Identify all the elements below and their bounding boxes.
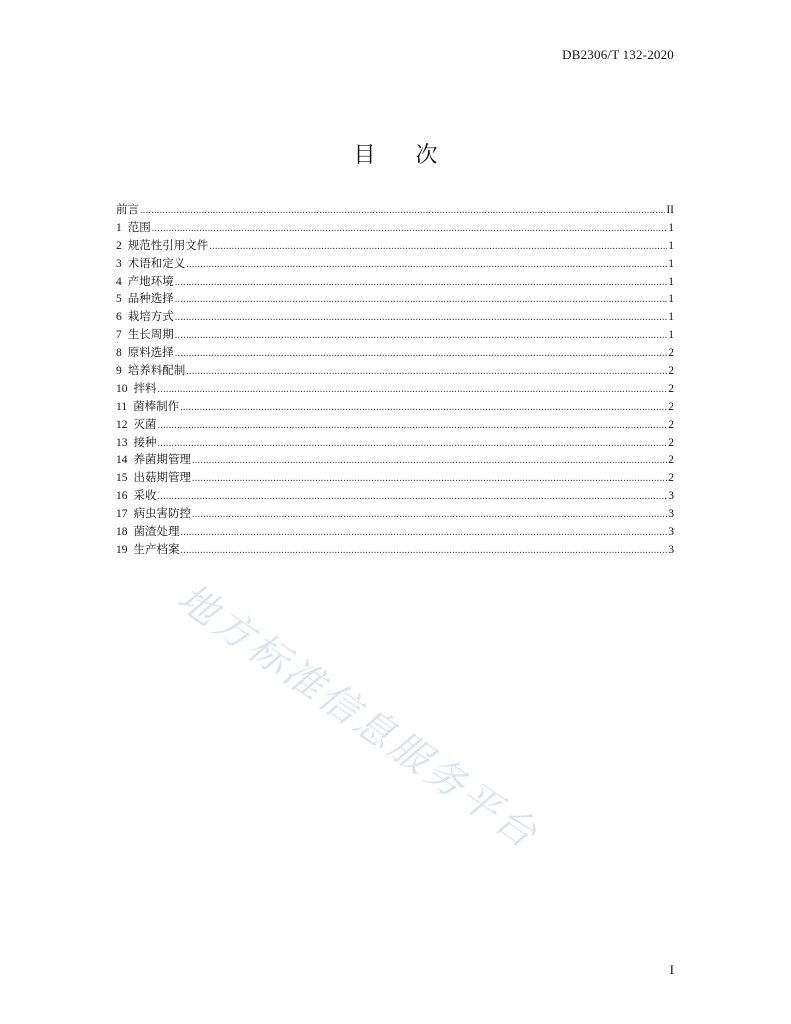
toc-entry-number: 11 (116, 400, 128, 413)
toc-entry-number: 8 (116, 347, 122, 360)
toc-entry-page: 1 (668, 257, 674, 270)
toc-entry-label (116, 380, 157, 399)
toc-entry-page: 2 (668, 418, 674, 431)
toc-dot-leader (209, 238, 667, 256)
toc-entry-label (116, 505, 191, 524)
toc-dot-leader (175, 309, 668, 327)
toc-entry-12[interactable] (116, 416, 674, 434)
toc-entry-title: 范围 (127, 219, 151, 234)
toc-entry-18[interactable] (116, 523, 674, 541)
toc-entry-13[interactable] (116, 434, 674, 452)
toc-entry-number: 12 (116, 418, 128, 431)
toc-entry-number: 7 (116, 329, 122, 342)
toc-entry-label (116, 326, 174, 345)
toc-entry-number: 5 (116, 293, 122, 306)
toc-entry-10[interactable] (116, 380, 674, 398)
toc-entry-title: 前言 (116, 202, 139, 216)
toc-list (116, 201, 674, 559)
toc-entry-6[interactable] (116, 308, 674, 326)
toc-entry-page: 1 (668, 293, 674, 306)
toc-entry-page: 1 (668, 311, 674, 324)
toc-entry-title: 养菌期管理 (133, 452, 191, 467)
toc-entry-label (116, 398, 179, 417)
toc-entry-9[interactable] (116, 362, 674, 380)
toc-entry-page: 1 (668, 275, 674, 288)
toc-entry-4[interactable] (116, 273, 674, 291)
toc-entry-5[interactable] (116, 290, 674, 308)
toc-dot-leader (158, 488, 668, 506)
toc-entry-page: 1 (668, 239, 674, 252)
toc-entry-title: 产地环境 (127, 273, 174, 288)
toc-entry-17[interactable] (116, 505, 674, 523)
toc-dot-leader (192, 506, 667, 524)
toc-entry-page: 2 (668, 365, 674, 378)
toc-entry-8[interactable] (116, 344, 674, 362)
toc-entry-title: 拌料 (133, 380, 157, 395)
toc-entry-label (116, 219, 151, 238)
toc-entry-title: 原料选择 (127, 345, 174, 360)
toc-entry-page: 2 (668, 472, 674, 485)
toc-entry-title: 采收 (133, 488, 157, 503)
toc-dot-leader (180, 399, 667, 417)
toc-entry-page: 2 (668, 347, 674, 360)
toc-dot-leader (175, 291, 668, 309)
toc-entry-number: 9 (116, 365, 122, 378)
toc-entry-label (116, 469, 191, 488)
toc-entry-19[interactable] (116, 541, 674, 559)
toc-dot-leader (175, 327, 668, 345)
toc-title-right: 次 (415, 143, 438, 168)
toc-entry-label (116, 523, 180, 542)
toc-entry-title: 术语和定义 (127, 255, 186, 270)
toc-entry-page: 3 (668, 490, 674, 503)
toc-entry-15[interactable] (116, 469, 674, 487)
toc-entry-number: 17 (116, 508, 128, 521)
toc-entry-page: 1 (668, 329, 674, 342)
toc-entry-label (116, 290, 174, 309)
toc-entry-page: 2 (668, 454, 674, 467)
toc-dot-leader (181, 524, 668, 542)
toc-entry-label (116, 344, 174, 363)
document-code: DB2306/T 132-2020 (562, 47, 674, 62)
toc-dot-leader (158, 381, 668, 399)
toc-entry-number: 19 (116, 543, 128, 556)
toc-entry-label (116, 416, 157, 435)
toc-entry-page: II (666, 204, 674, 216)
toc-entry-label (116, 487, 157, 506)
toc-entry-label (116, 237, 208, 256)
toc-entry-title: 生长周期 (127, 327, 174, 342)
toc-entry-label (116, 273, 174, 292)
toc-entry-page: 2 (668, 400, 674, 413)
toc-entry-label (116, 434, 157, 453)
toc-entry-title: 生产档案 (133, 541, 180, 556)
toc-dot-leader (158, 417, 668, 435)
toc-entry-label (116, 451, 191, 470)
toc-entry-7[interactable] (116, 326, 674, 344)
toc-entry-page: 2 (668, 436, 674, 449)
toc-entry-page: 1 (668, 221, 674, 234)
toc-dot-leader (152, 220, 668, 238)
toc-dot-leader (186, 363, 667, 381)
toc-dot-leader (175, 345, 668, 363)
toc-entry-3[interactable] (116, 255, 674, 273)
toc-entry-title: 接种 (133, 434, 157, 449)
toc-dot-leader (175, 274, 668, 292)
toc-dot-leader (186, 256, 667, 274)
watermark: 地方标准信息服务平台 (169, 575, 548, 859)
toc-entry-14[interactable] (116, 451, 674, 469)
toc-entry-label (116, 362, 185, 381)
toc-entry-title: 菌渣处理 (133, 524, 180, 539)
toc-entry-16[interactable] (116, 487, 674, 505)
toc-entry-number: 13 (116, 436, 128, 449)
toc-title-left: 目 (353, 143, 376, 168)
toc-entry-title: 灭菌 (133, 416, 157, 431)
toc-entry-title: 病虫害防控 (133, 506, 191, 521)
toc-entry-number: 1 (116, 221, 122, 234)
toc-dot-leader (158, 435, 668, 453)
toc-entry-label (116, 308, 174, 327)
toc-entry-number: 15 (116, 472, 128, 485)
toc-entry-page: 3 (668, 526, 674, 539)
toc-entry-11[interactable] (116, 398, 674, 416)
toc-dot-leader (192, 470, 667, 488)
toc-entry-title: 规范性引用文件 (127, 237, 209, 252)
toc-entry-title: 菌棒制作 (133, 398, 180, 413)
toc-entry-page: 3 (668, 508, 674, 521)
toc-entry-title: 培养料配制 (127, 363, 186, 378)
toc-entry-label (116, 201, 139, 219)
toc-entry-page: 2 (668, 382, 674, 395)
toc-entry-page: 3 (668, 543, 674, 556)
toc-entry-number: 4 (116, 275, 122, 288)
toc-dot-leader (192, 452, 667, 470)
toc-entry-number: 2 (116, 239, 122, 252)
toc-entry-number: 14 (116, 454, 128, 467)
toc-entry-label (116, 541, 180, 560)
toc-entry-foreword[interactable] (116, 201, 674, 219)
toc-dot-leader (181, 542, 668, 560)
toc-entry-title: 栽培方式 (127, 309, 174, 324)
toc-entry-number: 10 (116, 382, 128, 395)
page-number: I (669, 962, 674, 977)
toc-dot-leader (140, 202, 665, 220)
toc-entry-title: 品种选择 (127, 291, 174, 306)
toc-entry-number: 16 (116, 490, 128, 503)
toc-entry-title: 出菇期管理 (133, 470, 191, 485)
toc-entry-2[interactable] (116, 237, 674, 255)
toc-entry-number: 3 (116, 257, 122, 270)
toc-entry-1[interactable] (116, 219, 674, 237)
toc-entry-number: 6 (116, 311, 122, 324)
toc-title (0, 138, 791, 169)
toc-entry-label (116, 255, 185, 274)
toc-entry-number: 18 (116, 526, 128, 539)
